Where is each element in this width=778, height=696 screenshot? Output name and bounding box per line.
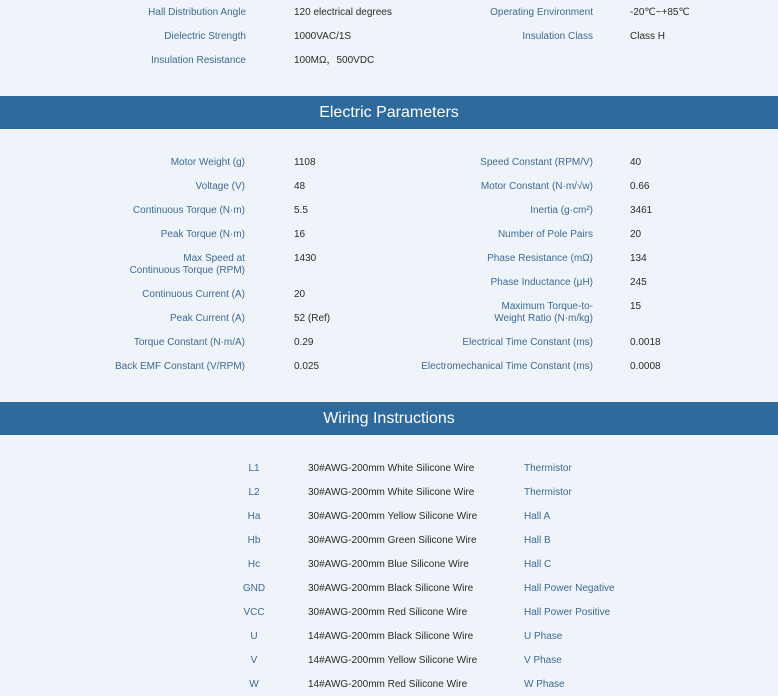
- param-value: 0.025: [294, 361, 320, 372]
- param-label: Max Speed at: [183, 253, 245, 264]
- param-value: 15: [630, 301, 642, 312]
- param-label: Motor Weight (g): [170, 157, 245, 168]
- wire-description: 30#AWG-200mm Blue Silicone Wire: [308, 559, 469, 570]
- wire-description: 30#AWG-200mm White Silicone Wire: [308, 487, 475, 498]
- wire-code: W: [249, 679, 259, 690]
- wire-function: Hall A: [524, 511, 551, 522]
- param-label-line2: Continuous Torque (RPM): [129, 265, 245, 276]
- param-value: 0.66: [630, 181, 650, 192]
- param-label: Number of Pole Pairs: [497, 229, 593, 240]
- wire-function: U Phase: [524, 631, 563, 642]
- param-label: Phase Inductance (μH): [490, 277, 593, 288]
- wire-function: Hall B: [524, 535, 551, 546]
- param-value: 0.0018: [630, 337, 661, 348]
- wire-code: Ha: [247, 511, 261, 522]
- param-label: Continuous Current (A): [142, 289, 245, 300]
- param-value: 0.0008: [630, 361, 661, 372]
- section-title-wiring: Wiring Instructions: [0, 402, 778, 435]
- param-label: Inertia (g·cm²): [530, 205, 593, 216]
- param-label: Electromechanical Time Constant (ms): [421, 361, 593, 372]
- param-value: 3461: [630, 205, 653, 216]
- param-value: 120 electrical degrees: [294, 7, 392, 18]
- wire-function: Hall Power Negative: [524, 583, 615, 594]
- param-value: 48: [294, 181, 306, 192]
- param-value: 52 (Ref): [294, 313, 331, 324]
- param-label: Hall Distribution Angle: [148, 7, 246, 18]
- wire-code: V: [250, 655, 258, 666]
- param-value: 1430: [294, 253, 317, 264]
- param-value: 1108: [294, 157, 316, 168]
- wire-code: L2: [248, 487, 260, 498]
- param-value: 20: [294, 289, 306, 300]
- param-value: -20℃~+85℃: [630, 7, 690, 18]
- param-label: Maximum Torque-to-: [501, 301, 593, 312]
- param-label-line2: Weight Ratio (N·m/kg): [494, 313, 593, 324]
- param-label: Operating Environment: [490, 7, 593, 18]
- section-title-electric: Electric Parameters: [0, 96, 778, 129]
- wire-function: Hall Power Positive: [524, 607, 611, 618]
- wire-description: 30#AWG-200mm Black Silicone Wire: [308, 583, 474, 594]
- wire-description: 14#AWG-200mm Yellow Silicone Wire: [308, 655, 478, 666]
- param-label: Electrical Time Constant (ms): [462, 337, 593, 348]
- wire-function: V Phase: [524, 655, 562, 666]
- param-label: Insulation Resistance: [150, 55, 246, 66]
- wire-code: Hc: [247, 559, 261, 570]
- param-value: 1000VAC/1S: [294, 31, 352, 42]
- param-value: 5.5: [294, 205, 308, 216]
- wire-description: 30#AWG-200mm Red Silicone Wire: [308, 607, 468, 618]
- param-label: Insulation Class: [522, 31, 593, 42]
- wire-description: 14#AWG-200mm Red Silicone Wire: [308, 679, 468, 690]
- param-label: Motor Constant (N·m/√w): [480, 181, 593, 192]
- param-label: Voltage (V): [195, 181, 245, 192]
- wire-code: Hb: [247, 535, 261, 546]
- wire-code: L1: [248, 463, 260, 474]
- param-value: 134: [630, 253, 647, 264]
- wire-code: GND: [242, 583, 266, 594]
- wire-function: Thermistor: [524, 463, 572, 474]
- param-label: Speed Constant (RPM/V): [480, 157, 593, 168]
- wire-description: 14#AWG-200mm Black Silicone Wire: [308, 631, 474, 642]
- param-label: Peak Torque (N·m): [160, 229, 245, 240]
- param-label: Dielectric Strength: [164, 31, 246, 42]
- wire-code: U: [250, 631, 258, 642]
- wire-function: Hall C: [524, 559, 552, 570]
- param-value: 20: [630, 229, 642, 240]
- param-label: Torque Constant (N·m/A): [133, 337, 245, 348]
- wire-description: 30#AWG-200mm Yellow Silicone Wire: [308, 511, 478, 522]
- wire-code: VCC: [243, 607, 265, 618]
- param-value: 40: [630, 157, 642, 168]
- param-label: Continuous Torque (N·m): [132, 205, 245, 216]
- param-value: 245: [630, 277, 647, 288]
- param-value: 0.29: [294, 337, 314, 348]
- param-value: Class H: [630, 31, 666, 42]
- param-label: Back EMF Constant (V/RPM): [114, 361, 245, 372]
- wire-function: Thermistor: [524, 487, 572, 498]
- param-value: 100MΩ，500VDC: [294, 55, 375, 66]
- param-label: Peak Current (A): [169, 313, 245, 324]
- param-value: 16: [294, 229, 306, 240]
- wire-description: 30#AWG-200mm White Silicone Wire: [308, 463, 475, 474]
- wire-function: W Phase: [524, 679, 565, 690]
- wire-description: 30#AWG-200mm Green Silicone Wire: [308, 535, 477, 546]
- param-label: Phase Resistance (mΩ): [487, 253, 593, 264]
